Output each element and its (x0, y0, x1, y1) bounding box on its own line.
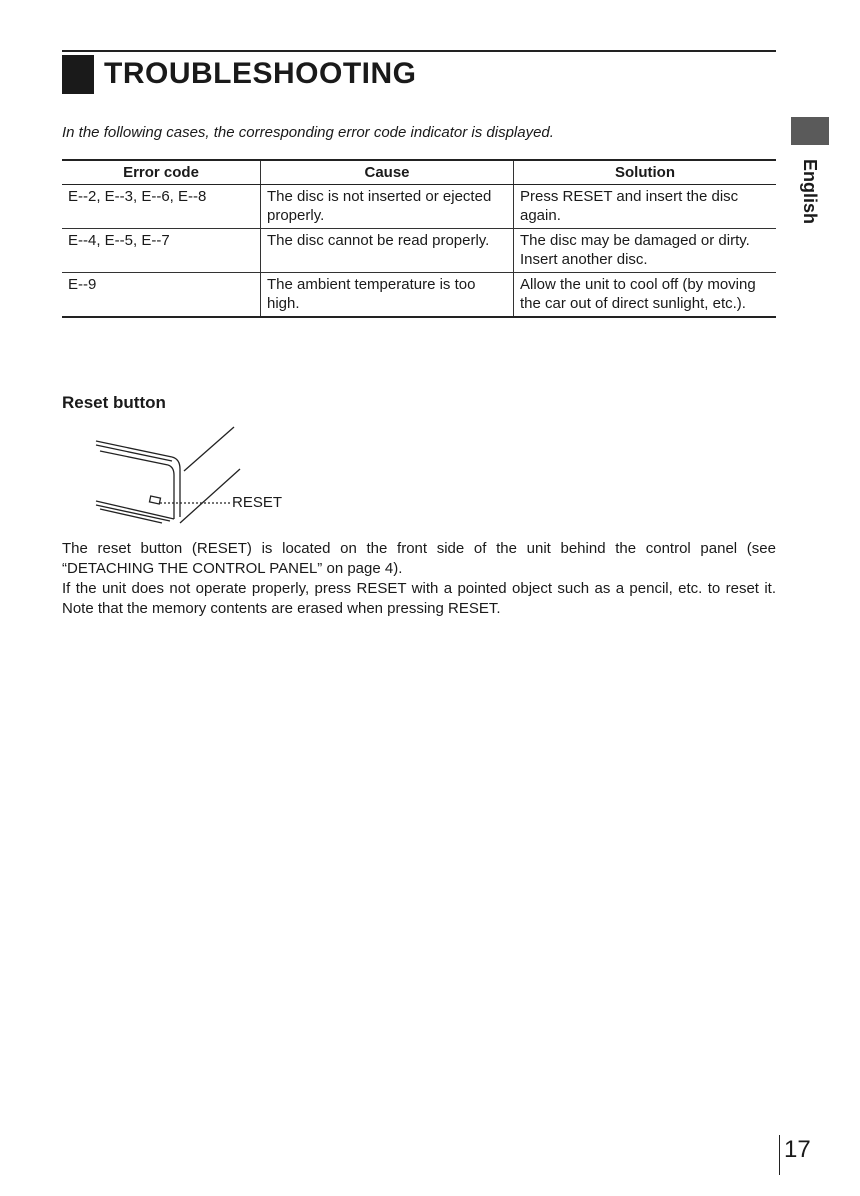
cause-cell: The disc is not inserted or ejected properly. (261, 185, 514, 229)
reset-paragraph-usage: If the unit does not operate properly, press RESET with a pointed object such as a pencil, etc. to reset it. Note that the memory contents are erased when pressing RESET. (62, 580, 776, 617)
error-code-cell: E--9 (62, 273, 261, 318)
header-cause: Cause (261, 160, 514, 185)
intro-text: In the following cases, the corresponding error code indicator is displayed. (62, 124, 554, 141)
reset-diagram-label: RESET (232, 494, 283, 511)
table-row (62, 185, 776, 229)
header-error-code: Error code (62, 160, 261, 185)
table-row (62, 229, 776, 273)
error-code-cell: E--2, E--3, E--6, E--8 (62, 185, 261, 229)
cause-cell: The disc cannot be read properly. (261, 229, 514, 273)
page-number-rule (779, 1135, 780, 1175)
reset-section-heading: Reset button (62, 393, 166, 412)
language-tab-marker (791, 117, 829, 145)
solution-cell: The disc may be damaged or dirty. Insert another disc. (514, 229, 777, 273)
reset-description (62, 539, 776, 619)
reset-paragraph-location: The reset button (RESET) is located on the front side of the unit behind the control panel (see “DETACHING THE CONTROL PANEL” on page 4). (62, 540, 776, 577)
reset-button-diagram (90, 425, 330, 525)
error-code-cell: E--4, E--5, E--7 (62, 229, 261, 273)
solution-cell: Allow the unit to cool off (by moving the car out of direct sunlight, etc.). (514, 273, 777, 318)
page-number: 17 (784, 1136, 811, 1163)
header-solution: Solution (514, 160, 777, 185)
title-block-marker (62, 55, 94, 94)
cause-cell: The ambient temperature is too high. (261, 273, 514, 318)
top-rule (62, 50, 776, 52)
error-code-table (62, 159, 776, 318)
solution-cell: Press RESET and insert the disc again. (514, 185, 777, 229)
table-header-row (62, 160, 776, 185)
language-label: English (800, 159, 820, 225)
table-row (62, 273, 776, 318)
page-title: TROUBLESHOOTING (104, 57, 417, 90)
